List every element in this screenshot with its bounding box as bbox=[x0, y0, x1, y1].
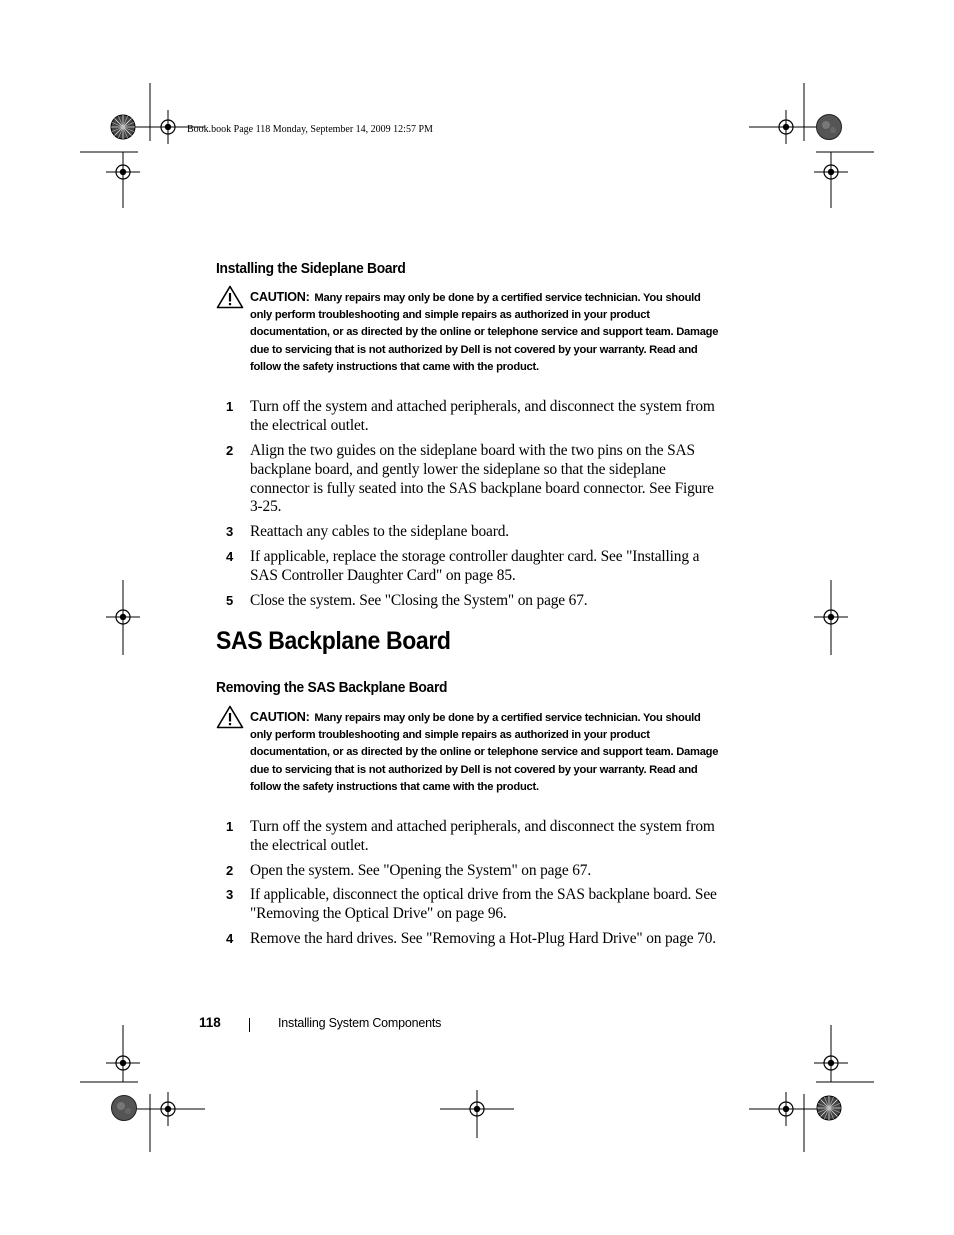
chapter-heading: SAS Backplane Board bbox=[216, 627, 451, 655]
list-item bbox=[216, 398, 716, 436]
step-text: Close the system. See "Closing the System" on page 67. bbox=[250, 592, 588, 609]
section-heading-removing-sas-backplane: Removing the SAS Backplane Board bbox=[216, 679, 448, 696]
step-number: 1 bbox=[226, 819, 234, 834]
step-text: If applicable, disconnect the optical drive from the SAS backplane board. See "Removing the Optical Drive" on page 96. bbox=[250, 886, 717, 922]
step-number: 2 bbox=[226, 863, 234, 878]
list-item bbox=[216, 548, 716, 586]
caution-block bbox=[216, 709, 719, 796]
caution-block bbox=[216, 289, 719, 376]
step-text: Turn off the system and attached peripherals, and disconnect the system from the electrical outlet. bbox=[250, 818, 715, 854]
page-number: 118 bbox=[199, 1015, 221, 1030]
step-text: Remove the hard drives. See "Removing a Hot-Plug Hard Drive" on page 70. bbox=[250, 930, 716, 947]
section-heading-installing-sideplane: Installing the Sideplane Board bbox=[216, 260, 406, 277]
step-number: 1 bbox=[226, 399, 234, 414]
step-text: If applicable, replace the storage controller daughter card. See "Installing a SAS Controller Daughter Card" on page 85. bbox=[250, 548, 700, 584]
list-item bbox=[216, 818, 716, 856]
footer-chapter-title: Installing System Components bbox=[278, 1016, 442, 1030]
warning-icon bbox=[216, 705, 244, 729]
list-item bbox=[216, 442, 716, 517]
list-item bbox=[216, 862, 716, 881]
caution-label: CAUTION: bbox=[250, 710, 310, 724]
step-number: 4 bbox=[226, 549, 234, 564]
list-item bbox=[216, 523, 716, 542]
caution-text: Many repairs may only be done by a certified service technician. You should only perform troubleshooting and simple repairs as authorized in your product documentation, or as directed by the online or telephone service and support team. Damage due to servicing that is not authorized by Dell is not covered by your warranty. Read and follow the safety instructions that came with the product. bbox=[250, 712, 719, 793]
warning-icon bbox=[216, 285, 244, 309]
caution-text: Many repairs may only be done by a certified service technician. You should only perform troubleshooting and simple repairs as authorized in your product documentation, or as directed by the online or telephone service and support team. Damage due to servicing that is not authorized by Dell is not covered by your warranty. Read and follow the safety instructions that came with the product. bbox=[250, 292, 719, 373]
list-item bbox=[216, 592, 716, 611]
step-number: 5 bbox=[226, 593, 234, 608]
step-number: 4 bbox=[226, 931, 234, 946]
list-item bbox=[216, 930, 716, 949]
step-number: 3 bbox=[226, 524, 234, 539]
step-number: 3 bbox=[226, 887, 234, 902]
step-text: Open the system. See "Opening the System" on page 67. bbox=[250, 862, 592, 879]
list-item bbox=[216, 886, 716, 924]
step-text: Align the two guides on the sideplane board with the two pins on the SAS backplane board, and gently lower the sideplane so that the sideplane connector is fully seated into the SAS backplane board connector. See Figure 3-25. bbox=[250, 442, 714, 516]
step-number: 2 bbox=[226, 443, 234, 458]
step-text: Turn off the system and attached peripherals, and disconnect the system from the electrical outlet. bbox=[250, 398, 715, 434]
caution-label: CAUTION: bbox=[250, 290, 310, 304]
footer-divider bbox=[249, 1018, 250, 1032]
step-text: Reattach any cables to the sideplane board. bbox=[250, 523, 509, 540]
print-header: Book.book Page 118 Monday, September 14, 2009 12:57 PM bbox=[187, 124, 433, 135]
